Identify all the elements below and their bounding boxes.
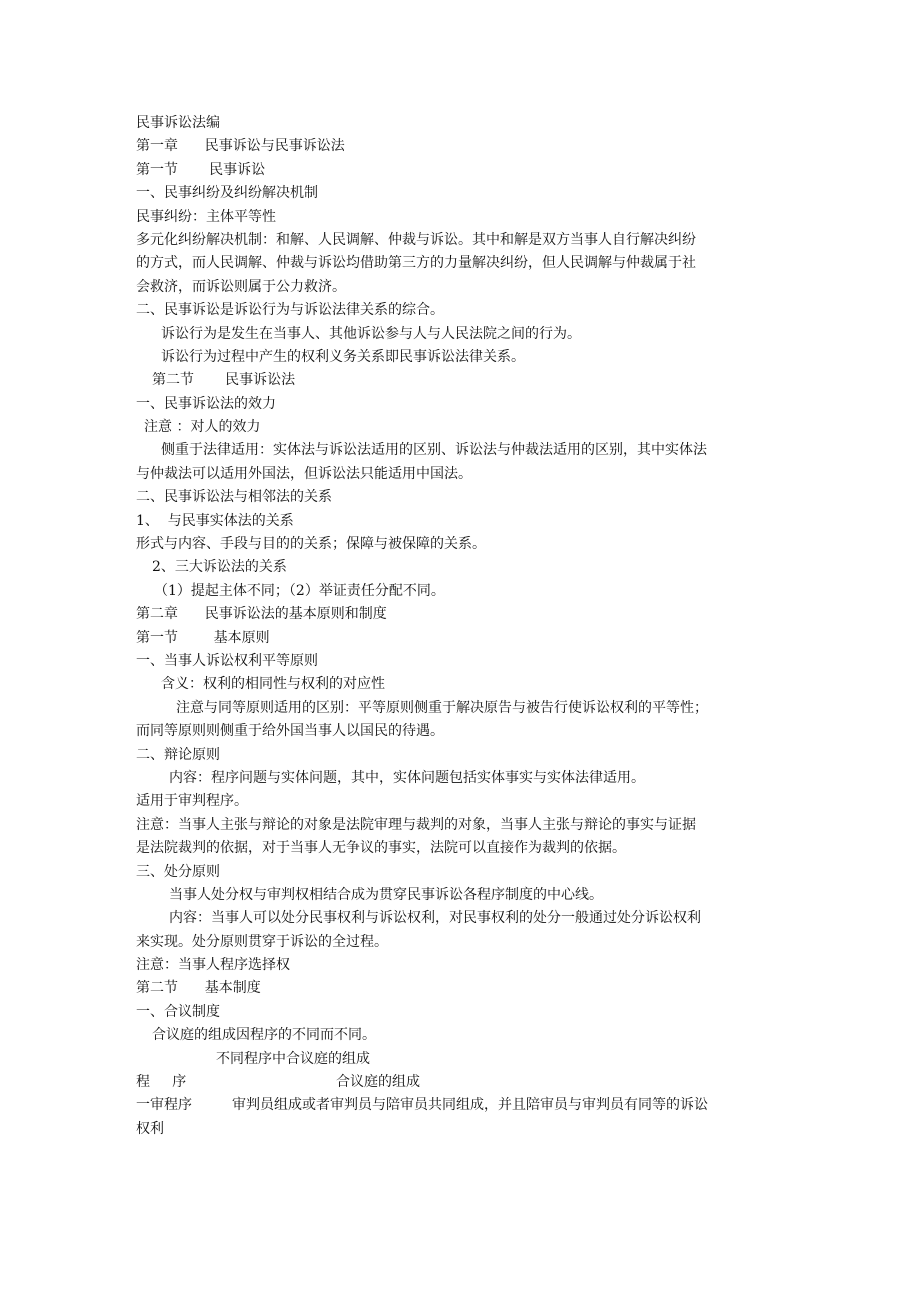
document-line: 多元化纠纷解决机制：和解、人民调解、仲裁与诉讼。其中和解是双方当事人自行解决纠纷 — [136, 231, 696, 248]
document-line: 2、三大诉讼法的关系 — [152, 559, 287, 576]
document-line: 一、当事人诉讼权利平等原则 — [136, 652, 318, 669]
document-line: （1）提起主体不同；（2）举证责任分配不同。 — [154, 582, 445, 599]
document-line: 民事诉讼法编 — [136, 115, 220, 131]
document-line: 会救济，而诉讼则属于公力救济。 — [136, 278, 346, 295]
document-line: 而同等原则则侧重于给外国当事人以国民的待遇。 — [136, 723, 444, 740]
table-header-procedure: 程 序 — [136, 1074, 187, 1091]
document-line: 是法院裁判的依据，对于当事人无争议的事实，法院可以直接作为裁判的依据。 — [136, 840, 626, 857]
table-row — [136, 1094, 796, 1117]
table-header-row — [136, 1071, 796, 1094]
document-line: 内容：程序问题与实体问题，其中，实体问题包括实体事实与实体法律适用。 — [169, 769, 645, 786]
table-header-composition: 合议庭的组成 — [336, 1074, 420, 1091]
document-line: 来实现。处分原则贯穿于诉讼的全过程。 — [136, 933, 388, 950]
document-line: 内容：当事人可以处分民事权利与诉讼权利，对民事权利的处分一般通过处分诉讼权利 — [169, 910, 701, 927]
document-line: 民事纠纷：主体平等性 — [136, 208, 276, 225]
document-line: 第二节 民事诉讼法 — [152, 372, 296, 389]
document-line: 形式与内容、手段与目的的关系；保障与被保障的关系。 — [136, 536, 486, 553]
document-line: 诉讼行为是发生在当事人、其他诉讼参与人与人民法院之间的行为。 — [161, 325, 581, 342]
document-line: 一、民事诉讼法的效力 — [136, 395, 276, 412]
document-line: 第一章 民事诉讼与民事诉讼法 — [136, 138, 345, 155]
document-line: 不同程序中合议庭的组成 — [216, 1050, 370, 1067]
document-line: 一、民事纠纷及纠纷解决机制 — [136, 185, 318, 202]
table-cell-procedure: 一审程序 — [136, 1097, 192, 1114]
document-line: 当事人处分权与审判权相结合成为贯穿民事诉讼各程序制度的中心线。 — [169, 886, 603, 903]
document-line: 二、辩论原则 — [136, 746, 220, 763]
document-line: 诉讼行为过程中产生的权利义务关系即民事诉讼法律关系。 — [161, 348, 525, 365]
document-body — [136, 112, 796, 1071]
document-line: 注意 ：对人的效力 — [144, 419, 261, 436]
table-cell-composition: 审判员组成或者审判员与陪审员共同组成，并且陪审员与审判员有同等的诉讼 — [232, 1097, 708, 1114]
document-line: 第二章 民事诉讼法的基本原则和制度 — [136, 606, 387, 623]
document-line: 含义：权利的相同性与权利的对应性 — [161, 676, 385, 693]
table-row-continuation — [136, 1118, 796, 1141]
document-line: 侧重于法律适用：实体法与诉讼法适用的区别、诉讼法与仲裁法适用的区别，其中实体法 — [161, 442, 707, 459]
document-line: 第一节 民事诉讼 — [136, 161, 266, 178]
document-line: 与仲裁法可以适用外国法，但诉讼法只能适用中国法。 — [136, 465, 472, 482]
table-cell-composition-continued: 权利 — [136, 1120, 164, 1137]
document-line: 合议庭的组成因程序的不同而不同。 — [152, 1027, 376, 1044]
document-line: 1、 与民事实体法的关系 — [136, 512, 294, 529]
document-line: 第二节 基本制度 — [136, 980, 261, 997]
document-page — [136, 112, 796, 1141]
document-line: 三、处分原则 — [136, 863, 220, 880]
document-line: 一、合议制度 — [136, 1003, 220, 1020]
document-line: 第一节 基本原则 — [136, 629, 270, 646]
document-line: 注意：当事人程序选择权 — [136, 957, 290, 974]
document-line: 注意与同等原则适用的区别：平等原则侧重于解决原告与被告行使诉讼权利的平等性； — [176, 699, 708, 716]
document-line: 二、民事诉讼法与相邻法的关系 — [136, 489, 332, 506]
document-line: 的方式，而人民调解、仲裁与诉讼均借助第三方的力量解决纠纷，但人民调解与仲裁属于社 — [136, 255, 696, 272]
document-line: 二、民事诉讼是诉讼行为与诉讼法律关系的综合。 — [136, 302, 444, 319]
document-line: 注意：当事人主张与辩论的对象是法院审理与裁判的对象，当事人主张与辩论的事实与证据 — [136, 816, 696, 833]
document-line: 适用于审判程序。 — [136, 793, 248, 810]
